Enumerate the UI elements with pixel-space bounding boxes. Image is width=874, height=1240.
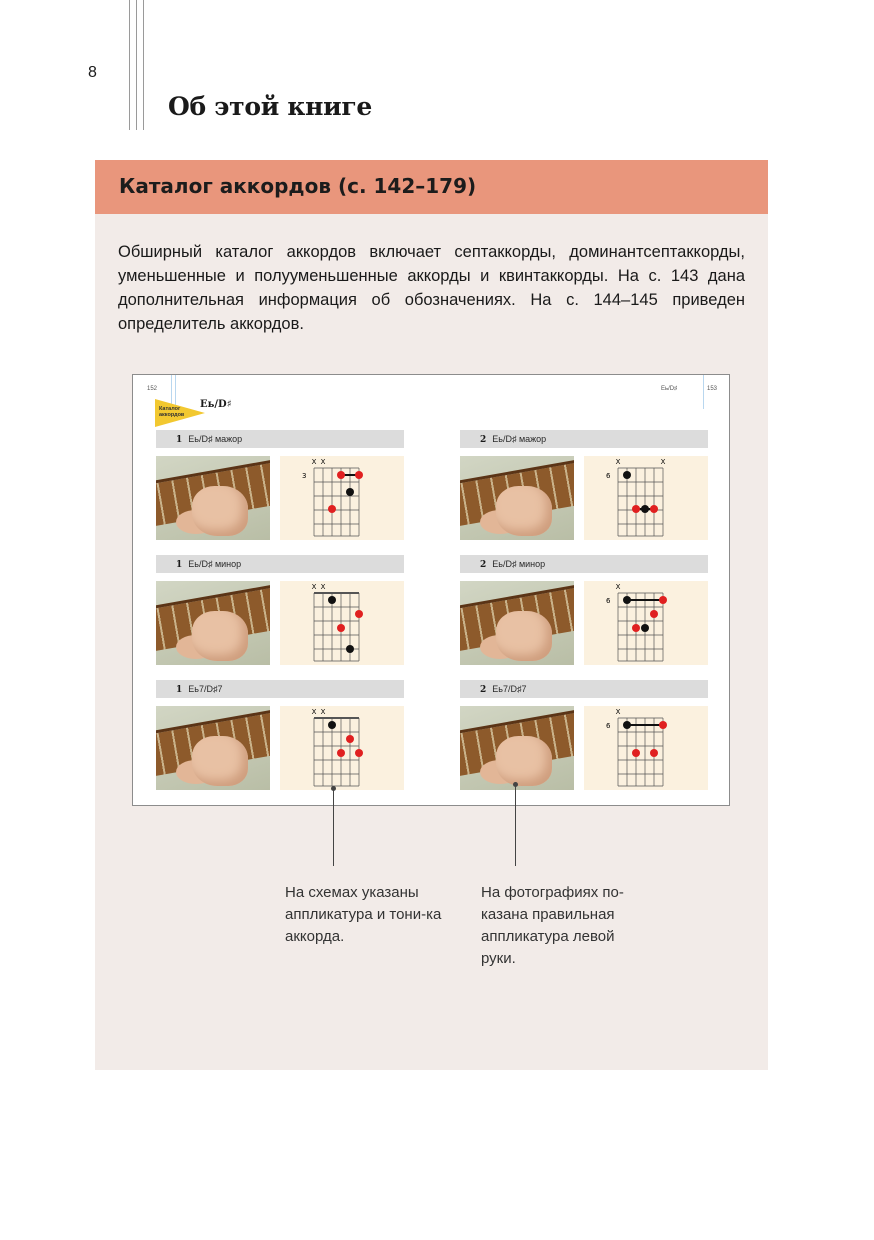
svg-text:X: X bbox=[615, 583, 621, 591]
svg-text:6: 6 bbox=[606, 472, 611, 480]
chord-entry-bar: 2 Eь/D♯ мажор bbox=[460, 430, 708, 448]
chord-diagram bbox=[280, 456, 404, 540]
chord-entry bbox=[460, 430, 708, 538]
chord-entry bbox=[156, 430, 404, 538]
chord-diagram bbox=[584, 581, 708, 665]
svg-text:6: 6 bbox=[606, 722, 611, 730]
spread-running-head: Eь/D♯ bbox=[661, 386, 678, 392]
intro-paragraph: Обширный каталог аккордов включает септаккорды, доминантсептаккорды, уменьшенные и полууменьшенные аккорды и квинтаккорды. На с. 143 дана дополнительная информация об обозначениях. На с. 144–145 приведен определитель аккордов. bbox=[118, 243, 745, 333]
diagram-pointer-line bbox=[333, 788, 334, 866]
svg-text:6: 6 bbox=[606, 597, 611, 605]
chord-diagram bbox=[280, 581, 404, 665]
spread-left-page-number: 152 bbox=[147, 386, 158, 392]
catalog-spread-illustration bbox=[132, 374, 730, 806]
section-header bbox=[95, 160, 768, 214]
chord-entry-bar: 1 Eь/D♯ минор bbox=[156, 555, 404, 573]
spread-chord-title: Eь/D♯ bbox=[200, 399, 232, 410]
chord-diagram bbox=[584, 456, 708, 540]
chord-entry bbox=[460, 680, 708, 788]
chord-diagram bbox=[280, 706, 404, 790]
svg-text:X: X bbox=[660, 458, 666, 466]
svg-text:X: X bbox=[320, 583, 326, 591]
spread-rule bbox=[703, 375, 704, 409]
margin-rule bbox=[129, 0, 130, 130]
hand-photo bbox=[156, 706, 270, 790]
margin-rule bbox=[143, 0, 144, 130]
hand-photo bbox=[460, 706, 574, 790]
svg-text:X: X bbox=[615, 458, 621, 466]
catalog-tab-label: Каталог аккордов bbox=[159, 406, 185, 418]
svg-text:X: X bbox=[615, 708, 621, 716]
margin-rule bbox=[136, 0, 137, 130]
svg-text:X: X bbox=[320, 458, 326, 466]
svg-text:X: X bbox=[320, 708, 326, 716]
hand-photo bbox=[460, 581, 574, 665]
hand-photo bbox=[156, 581, 270, 665]
chord-entry bbox=[460, 555, 708, 663]
svg-text:X: X bbox=[311, 708, 317, 716]
chord-entry bbox=[156, 680, 404, 788]
catalog-panel bbox=[95, 160, 768, 1070]
svg-text:X: X bbox=[311, 458, 317, 466]
diagram-caption: На схемах указаны аппликатура и тони-ка аккорда. bbox=[285, 884, 442, 945]
photo-pointer-line bbox=[515, 784, 516, 866]
chord-entry-bar: 1 Eь/D♯ мажор bbox=[156, 430, 404, 448]
chord-entry-bar: 2 Eь7/D♯7 bbox=[460, 680, 708, 698]
chapter-title: Об этой книге bbox=[168, 92, 373, 121]
hand-photo bbox=[156, 456, 270, 540]
spread-right-page-number: 153 bbox=[707, 386, 718, 392]
chord-entry-bar: 1 Eь7/D♯7 bbox=[156, 680, 404, 698]
svg-text:X: X bbox=[311, 583, 317, 591]
chord-diagram bbox=[584, 706, 708, 790]
section-heading: Каталог аккордов (с. 142–179) bbox=[119, 174, 477, 198]
photo-caption: На фотографиях по-казана правильная аппликатура левой руки. bbox=[481, 884, 624, 967]
chord-entry bbox=[156, 555, 404, 663]
hand-photo bbox=[460, 456, 574, 540]
page-number: 8 bbox=[88, 64, 97, 81]
svg-text:3: 3 bbox=[302, 472, 307, 480]
chord-entry-bar: 2 Eь/D♯ минор bbox=[460, 555, 708, 573]
